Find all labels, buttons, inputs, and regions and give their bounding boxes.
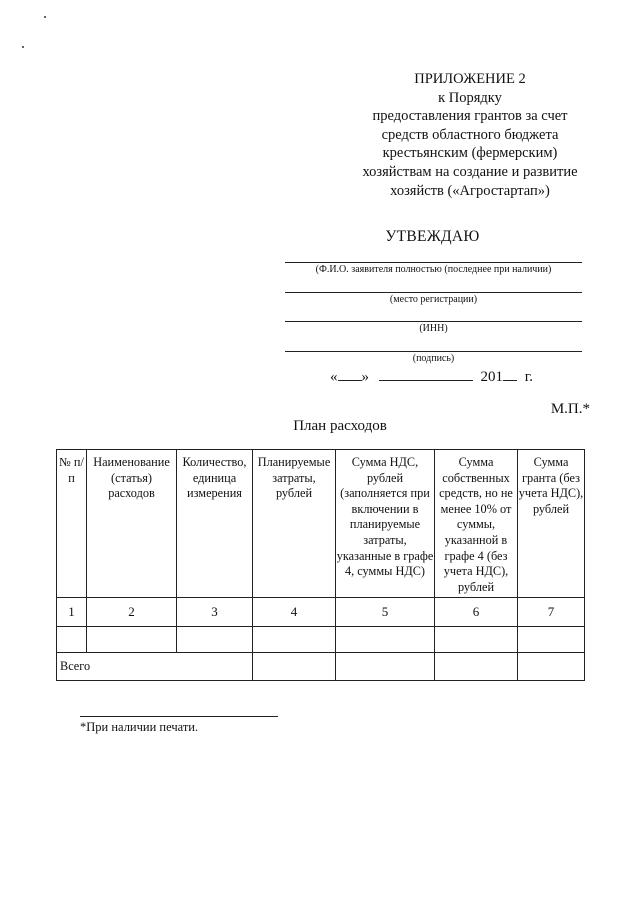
table-row: [57, 627, 585, 653]
date-row: [330, 367, 533, 386]
column-header: Наименование (статья) расходов: [87, 450, 177, 598]
date-open-quote: «: [330, 369, 338, 385]
table-header-row: [57, 450, 585, 598]
column-number: 4: [253, 598, 336, 627]
year-prefix: 201: [480, 369, 503, 385]
column-header: Планируемые затраты, рублей: [253, 450, 336, 598]
column-header: Сумма собственных средств, но не менее 10% от суммы, указанной в графе 4 (без учета НДС), рублей: [435, 450, 518, 598]
total-label: Всего: [57, 653, 253, 681]
date-close-quote: »: [361, 369, 369, 385]
appendix-line: предоставления грантов за счет: [372, 108, 568, 125]
table-cell: [253, 627, 336, 653]
registration-field-caption: (место регистрации): [389, 294, 478, 305]
column-number: 7: [518, 598, 585, 627]
day-blank: [338, 367, 362, 381]
table-cell: [87, 627, 177, 653]
column-header: № п/п: [57, 450, 87, 598]
total-cell: [336, 653, 435, 681]
table-cell: [177, 627, 253, 653]
approval-heading: УТВЕЖДАЮ: [385, 228, 480, 245]
column-number: 5: [336, 598, 435, 627]
inn-field-caption: (ИНН): [419, 323, 448, 334]
column-number: 2: [87, 598, 177, 627]
plan-title: План расходов: [293, 418, 387, 434]
footnote: *При наличии печати.: [80, 720, 199, 734]
column-header: Количество, единица измерения: [177, 450, 253, 598]
column-header: Сумма НДС, рублей (заполняется при включении в планируемые затраты, указанные в графе 4, суммы НДС): [336, 450, 435, 598]
table-cell: [336, 627, 435, 653]
table-cell: [518, 627, 585, 653]
signature-line: [285, 351, 582, 352]
total-cell: [435, 653, 518, 681]
name-field-caption: (Ф.И.О. заявителя полностью (последнее при наличии): [315, 264, 552, 275]
column-number-row: [57, 598, 585, 627]
month-blank: [379, 367, 473, 381]
total-cell: [253, 653, 336, 681]
column-number: 6: [435, 598, 518, 627]
scan-speck: [44, 16, 46, 18]
year-blank: [503, 367, 517, 381]
registration-signature-line: [285, 292, 582, 293]
footnote-divider: [80, 716, 278, 717]
appendix-line: хозяйствам на создание и развитие: [362, 163, 578, 180]
appendix-line: крестьянским (фермерским): [382, 145, 558, 162]
year-suffix: г.: [524, 369, 533, 385]
column-number: 1: [57, 598, 87, 627]
total-cell: [518, 653, 585, 681]
expense-plan-table: [56, 449, 585, 681]
total-row: [57, 653, 585, 681]
appendix-line: ПРИЛОЖЕНИЕ 2: [414, 71, 526, 87]
appendix-line: хозяйств («Агростартап»): [390, 182, 550, 199]
column-header: Сумма гранта (без учета НДС), рублей: [518, 450, 585, 598]
signature-field-caption: (подпись): [412, 353, 455, 364]
stamp-place: М.П.*: [550, 401, 590, 417]
inn-signature-line: [285, 321, 582, 322]
scan-speck: [22, 46, 24, 48]
appendix-line: средств областного бюджета: [381, 126, 559, 143]
table-cell: [435, 627, 518, 653]
appendix-line: к Порядку: [438, 89, 502, 106]
name-signature-line: [285, 262, 582, 263]
column-number: 3: [177, 598, 253, 627]
table-cell: [57, 627, 87, 653]
appendix-header: [360, 70, 580, 200]
